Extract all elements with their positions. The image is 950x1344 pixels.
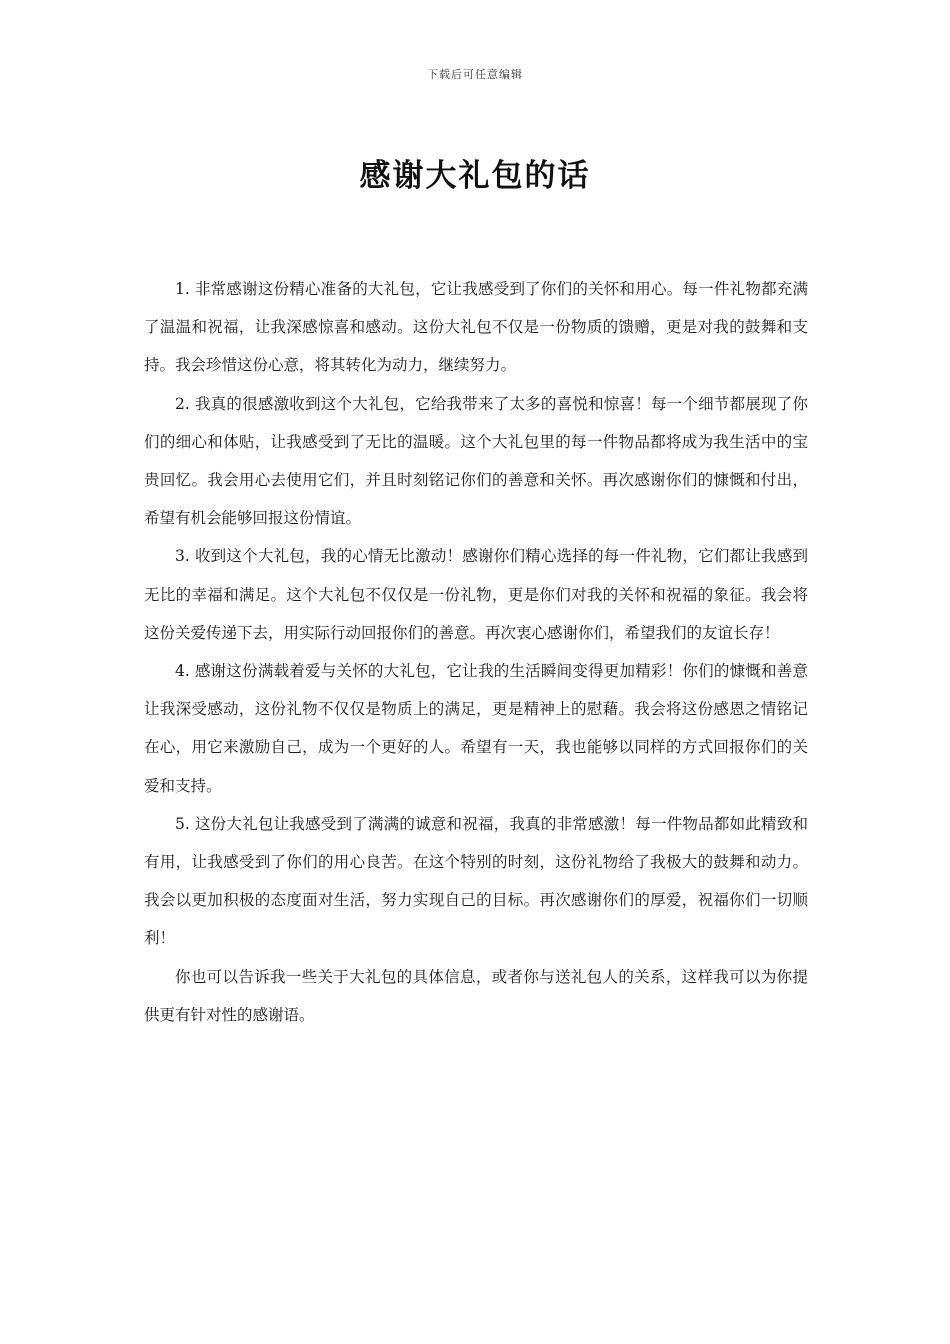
paragraph-3: 3. 收到这个大礼包，我的心情无比激动！感谢你们精心选择的每一件礼物，它们都让我感到无比的幸福和满足。这个大礼包不仅仅是一份礼物，更是你们对我的关怀和祝福的象征。我会将这份关爱传递下去，用实际行动回报你们的善意。再次衷心感谢你们，希望我们的友谊长存！ (144, 547, 808, 642)
paragraph-1: 1. 非常感谢这份精心准备的大礼包，它让我感受到了你们的关怀和用心。每一件礼物都充满了温温和祝福，让我深感惊喜和感动。这份大礼包不仅是一份物质的馈赠，更是对我的鼓舞和支持。我会珍惜这份心意，将其转化为动力，继续努力。 (144, 280, 808, 375)
closing-paragraph: 你也可以告诉我一些关于大礼包的具体信息，或者你与送礼包人的关系，这样我可以为你提供更有针对性的感谢语。 (144, 967, 808, 1024)
document-body (144, 270, 808, 1034)
paragraph-2: 2. 我真的很感激收到这个大礼包，它给我带来了太多的喜悦和惊喜！每一个细节都展现了你们的细心和体贴，让我感受到了无比的温暖。这个大礼包里的每一件物品都将成为我生活中的宝贵回忆。我会用心去使用它们，并且时刻铭记你们的善意和关怀。再次感谢你们的慷慨和付出，希望有机会能够回报这份情谊。 (144, 394, 808, 528)
header-note: 下载后可任意编辑 (427, 68, 523, 81)
page-title: 感谢大礼包的话 (359, 158, 591, 194)
paragraph-4: 4. 感谢这份满载着爱与关怀的大礼包，它让我的生活瞬间变得更加精彩！你们的慷慨和善意让我深受感动，这份礼物不仅仅是物质上的满足，更是精神上的慰藉。我会将这份感恩之情铭记在心，用它来激励自己，成为一个更好的人。希望有一天，我也能够以同样的方式回报你们的关爱和支持。 (144, 662, 808, 795)
paragraph-5: 5. 这份大礼包让我感受到了满满的诚意和祝福，我真的非常感激！每一件物品都如此精致和有用，让我感受到了你们的用心良苦。在这个特别的时刻，这份礼物给了我极大的鼓舞和动力。我会以更加积极的态度面对生活，努力实现自己的目标。再次感谢你们的厚爱，祝福你们一切顺利！ (144, 814, 808, 948)
